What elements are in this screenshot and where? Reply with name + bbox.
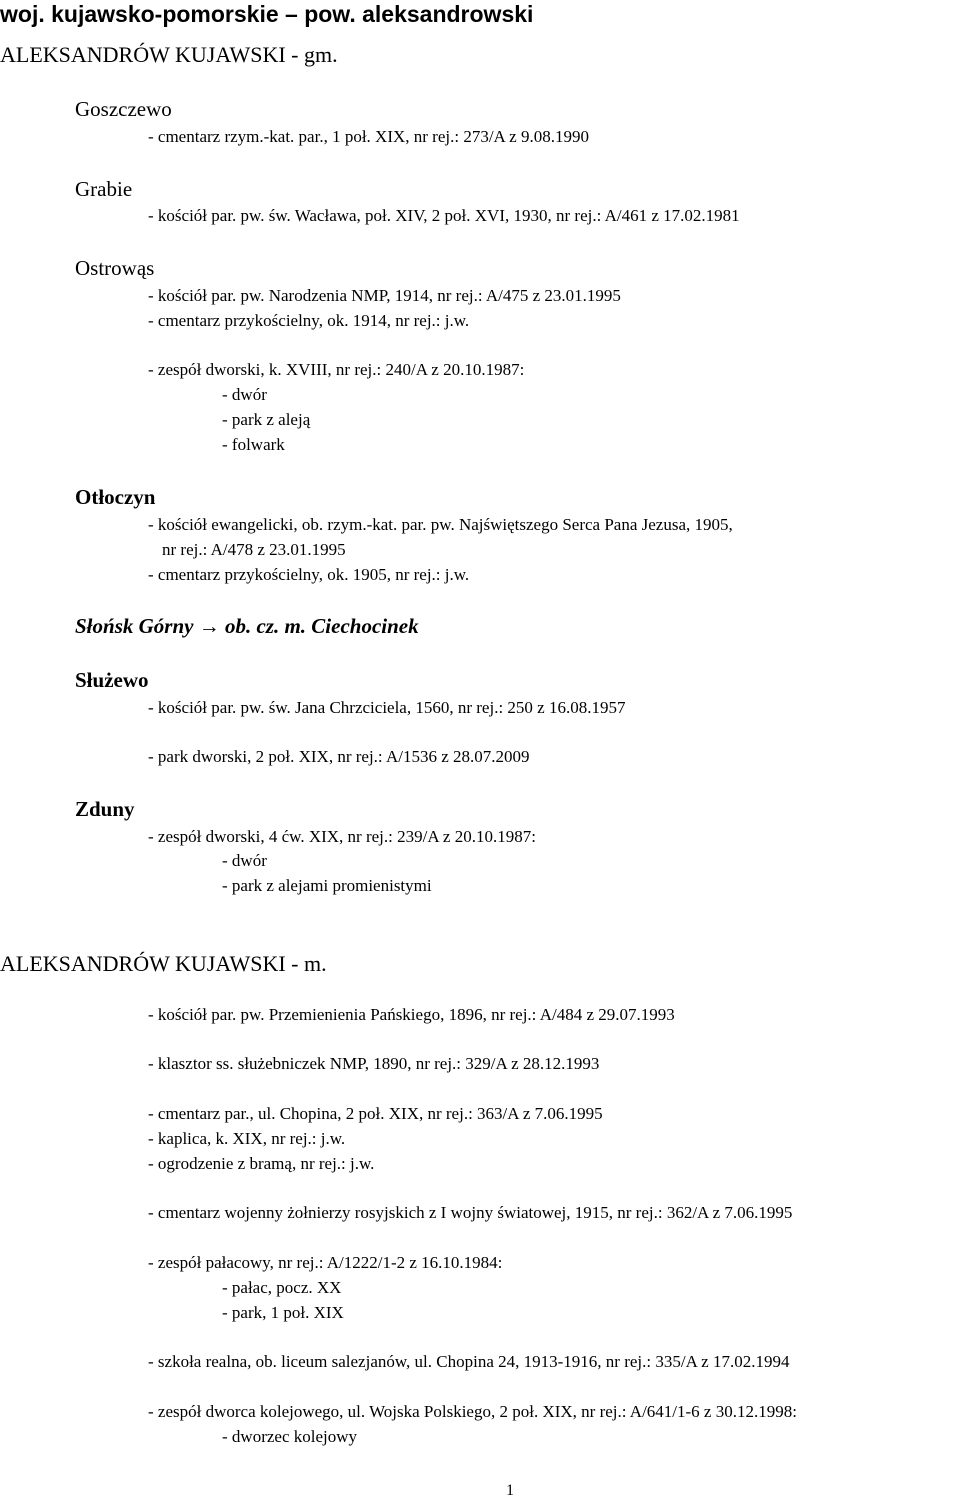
sub-item: - pałac, pocz. XX bbox=[222, 1278, 342, 1297]
locality-grabie: Grabie bbox=[75, 177, 133, 201]
locality-ostrowas: Ostrowąs bbox=[75, 256, 155, 280]
list-item: - cmentarz rzym.-kat. par., 1 poł. XIX, nr rej.: 273/A z 9.08.1990 bbox=[148, 127, 589, 146]
list-item: - kaplica, k. XIX, nr rej.: j.w. bbox=[148, 1129, 346, 1148]
list-item: - kościół ewangelicki, ob. rzym.-kat. par. pw. Najświętszego Serca Pana Jezusa, 1905, bbox=[148, 515, 733, 534]
list-item: - zespół dworski, 4 ćw. XIX, nr rej.: 239/A z 20.10.1987: bbox=[148, 827, 536, 846]
list-item: - kościół par. pw. Przemienienia Pańskiego, 1896, nr rej.: A/484 z 29.07.1993 bbox=[148, 1005, 675, 1024]
locality-zduny: Zduny bbox=[75, 797, 135, 821]
locality-slonsk-gorny: Słońsk Górny → ob. cz. m. Ciechocinek bbox=[75, 614, 419, 638]
list-item: - zespół dworca kolejowego, ul. Wojska Polskiego, 2 poł. XIX, nr rej.: A/641/1-6 z 30.12.1998: bbox=[148, 1402, 797, 1421]
miasto-heading: ALEKSANDRÓW KUJAWSKI - m. bbox=[0, 951, 327, 976]
locality-otloczyn: Otłoczyn bbox=[75, 485, 156, 509]
locality-sluzewo: Służewo bbox=[75, 668, 149, 692]
list-item: - klasztor ss. służebniczek NMP, 1890, nr rej.: 329/A z 28.12.1993 bbox=[148, 1054, 600, 1073]
list-item: - zespół dworski, k. XVIII, nr rej.: 240/A z 20.10.1987: bbox=[148, 360, 525, 379]
list-item: - kościół par. pw. Narodzenia NMP, 1914, nr rej.: A/475 z 23.01.1995 bbox=[148, 286, 621, 305]
list-item: - kościół par. pw. św. Jana Chrzciciela, 1560, nr rej.: 250 z 16.08.1957 bbox=[148, 698, 626, 717]
list-item: - ogrodzenie z bramą, nr rej.: j.w. bbox=[148, 1154, 375, 1173]
document-title: woj. kujawsko-pomorskie – pow. aleksandrowski bbox=[0, 1, 534, 27]
list-item: - cmentarz par., ul. Chopina, 2 poł. XIX, nr rej.: 363/A z 7.06.1995 bbox=[148, 1104, 603, 1123]
sub-item: - park z alejami promienistymi bbox=[222, 876, 432, 895]
list-item: - park dworski, 2 poł. XIX, nr rej.: A/1536 z 28.07.2009 bbox=[148, 747, 530, 766]
sub-item: - folwark bbox=[222, 435, 285, 454]
list-item: - cmentarz wojenny żołnierzy rosyjskich z I wojny światowej, 1915, nr rej.: 362/A z 7.06.1995 bbox=[148, 1203, 793, 1222]
sub-item: - dwór bbox=[222, 851, 267, 870]
sub-item: - dwór bbox=[222, 385, 267, 404]
list-item: - szkoła realna, ob. liceum salezjanów, ul. Chopina 24, 1913-1916, nr rej.: 335/A z 17.02.1994 bbox=[148, 1352, 790, 1371]
list-item-continuation: nr rej.: A/478 z 23.01.1995 bbox=[162, 540, 346, 559]
list-item: - kościół par. pw. św. Wacława, poł. XIV, 2 poł. XVI, 1930, nr rej.: A/461 z 17.02.1981 bbox=[148, 206, 740, 225]
gmina-heading: ALEKSANDRÓW KUJAWSKI - gm. bbox=[0, 42, 338, 67]
sub-item: - park, 1 poł. XIX bbox=[222, 1303, 344, 1322]
list-item: - cmentarz przykościelny, ok. 1905, nr rej.: j.w. bbox=[148, 565, 470, 584]
sub-item: - dworzec kolejowy bbox=[222, 1427, 358, 1446]
page-number: 1 bbox=[506, 1482, 514, 1499]
list-item: - cmentarz przykościelny, ok. 1914, nr rej.: j.w. bbox=[148, 311, 470, 330]
list-item: - zespół pałacowy, nr rej.: A/1222/1-2 z 16.10.1984: bbox=[148, 1253, 503, 1272]
sub-item: - park z aleją bbox=[222, 410, 311, 429]
locality-goszczewo: Goszczewo bbox=[75, 97, 172, 121]
